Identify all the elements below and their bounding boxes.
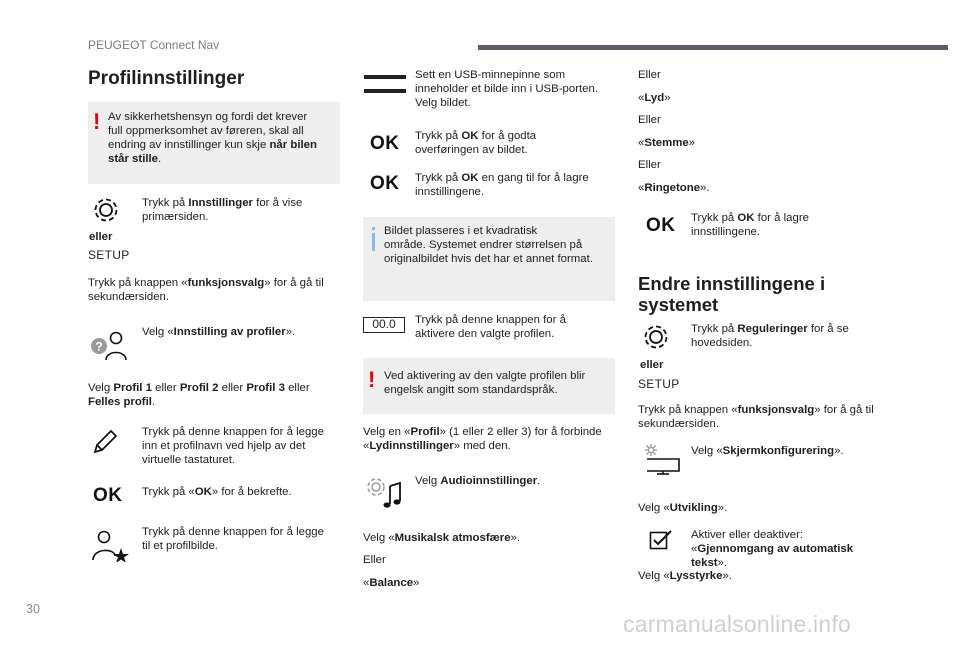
pencil-icon bbox=[90, 427, 120, 457]
or-text: Eller bbox=[638, 159, 661, 171]
or-label: eller bbox=[640, 359, 664, 371]
profile-help-icon bbox=[88, 328, 130, 362]
checkbox-icon bbox=[649, 529, 673, 551]
option-ringetone: «Ringetone». bbox=[638, 182, 710, 194]
ok-icon: OK bbox=[370, 173, 400, 194]
ok-icon: OK bbox=[93, 485, 123, 506]
gear-icon bbox=[641, 322, 671, 352]
step-insert-usb: Sett en USB-minnepinne som inneholder et bilde inn i USB-porten. Velg bildet. bbox=[415, 69, 598, 109]
warning-icon: ! bbox=[368, 367, 376, 392]
setup-label: SETUP bbox=[88, 248, 130, 262]
para-brightness: Velg «Lysstyrke». bbox=[638, 570, 732, 582]
or-label: eller bbox=[89, 231, 113, 243]
step-profile-settings: Velg «Innstilling av profiler». bbox=[142, 326, 296, 338]
info-text: Bildet plasseres i et kvadratisk område. Systemet endrer størrelsen på originalbildet hvis det har et annet format. bbox=[384, 225, 593, 265]
option-stemme: «Stemme» bbox=[638, 137, 696, 149]
section-heading-profile-settings: Profilinnstillinger bbox=[88, 68, 245, 89]
or-text: Eller bbox=[638, 114, 661, 126]
para-music-atmosphere: Velg «Musikalsk atmosfære». bbox=[363, 532, 521, 544]
setup-label: SETUP bbox=[638, 377, 680, 391]
screen-brightness-icon bbox=[641, 443, 681, 475]
step-save-settings: Trykk på OK for å lagre innstillingene. bbox=[691, 212, 809, 238]
header-title: PEUGEOT Connect Nav bbox=[88, 38, 220, 52]
step-toggle-autoscroll: Aktiver eller deaktiver: «Gjennomgang av automatisk tekst». bbox=[691, 529, 854, 569]
info-icon bbox=[372, 233, 375, 251]
gear-icon bbox=[91, 195, 121, 225]
step-audio-settings: Velg Audioinnstillinger. bbox=[415, 475, 541, 487]
audio-settings-icon bbox=[365, 476, 405, 510]
svg-text:?: ? bbox=[95, 339, 103, 354]
step-confirm: Trykk på «OK» for å bekrefte. bbox=[142, 486, 292, 498]
step-enter-name: Trykk på denne knappen for å legge inn et profilnavn ved hjelp av det virtuelle tastaturet. bbox=[142, 426, 324, 466]
watermark: carmanualsonline.info bbox=[623, 611, 851, 637]
warning-icon: ! bbox=[93, 109, 101, 134]
page-number: 30 bbox=[26, 602, 40, 616]
header-bar bbox=[478, 45, 948, 50]
step-open-regulations: Trykk på Reguleringer for å se hovedsiden. bbox=[691, 323, 849, 349]
step-add-picture: Trykk på denne knappen for å legge til et profilbilde. bbox=[142, 526, 324, 552]
warning-text: Ved aktivering av den valgte profilen blir engelsk angitt som standardspråk. bbox=[384, 370, 586, 396]
step-save-settings: Trykk på OK en gang til for å lagre innstillingene. bbox=[415, 172, 589, 198]
option-lyd: «Lyd» bbox=[638, 92, 671, 104]
option-balance: «Balance» bbox=[363, 577, 420, 589]
or-text: Eller bbox=[363, 554, 386, 566]
ok-icon: OK bbox=[646, 215, 676, 236]
para-development: Velg «Utvikling». bbox=[638, 502, 728, 514]
activate-profile-icon: 00.0 bbox=[363, 317, 405, 333]
para-function-select: Trykk på knappen «funksjonsvalg» for å gå til sekundærsiden. bbox=[88, 277, 324, 303]
ok-icon: OK bbox=[370, 133, 400, 154]
para-link-profile: Velg en «Profil» (1 eller 2 eller 3) for å forbinde «Lydinnstillinger» med den. bbox=[363, 426, 602, 452]
step-open-settings: Trykk på Innstillinger for å vise primærsiden. bbox=[142, 197, 303, 223]
para-select-profile: Velg Profil 1 eller Profil 2 eller Profil 3 eller Felles profil. bbox=[88, 382, 310, 408]
step-screen-config: Velg «Skjermkonfigurering». bbox=[691, 445, 844, 457]
warning-text: Av sikkerhetshensyn og fordi det krever full oppmerksomhet av føreren, skal all endring av innstillinger kun skje når bilen står stille. bbox=[108, 111, 317, 165]
info-icon-dot bbox=[372, 227, 375, 230]
usb-slot-icon bbox=[363, 74, 407, 94]
or-text: Eller bbox=[638, 69, 661, 81]
profile-picture-icon bbox=[88, 528, 130, 562]
para-function-select: Trykk på knappen «funksjonsvalg» for å gå til sekundærsiden. bbox=[638, 404, 874, 430]
section-heading-system-settings: Endre innstillingene i systemet bbox=[638, 273, 826, 315]
step-activate-profile: Trykk på denne knappen for å aktivere den valgte profilen. bbox=[415, 314, 566, 340]
step-accept-transfer: Trykk på OK for å godta overføringen av bildet. bbox=[415, 130, 537, 156]
